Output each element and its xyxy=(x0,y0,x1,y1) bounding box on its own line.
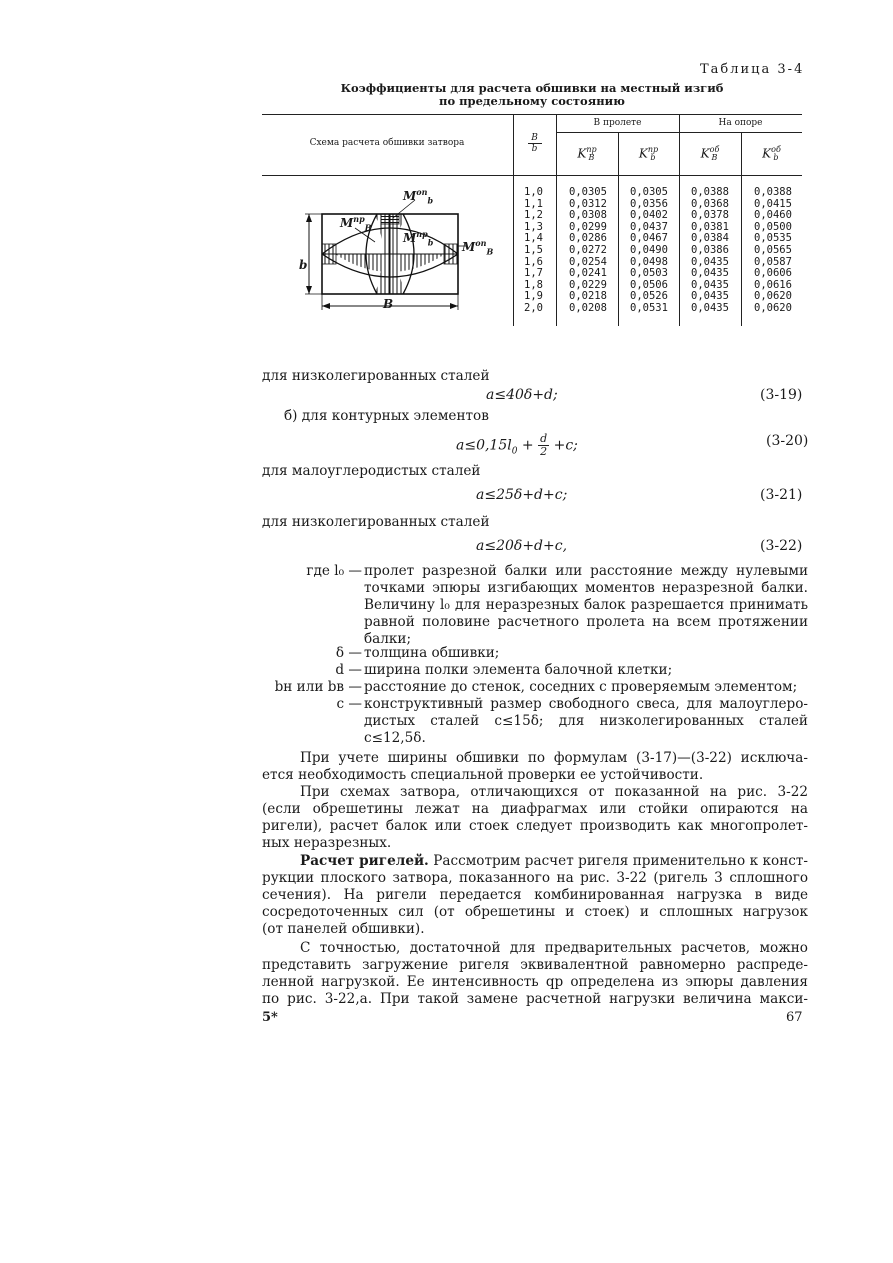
table-cell: 1,4 xyxy=(524,232,543,245)
formula-3-21: a≤25δ+d+c; xyxy=(476,487,568,503)
col-kb-support xyxy=(754,187,792,315)
col-kB-span xyxy=(569,187,607,315)
para3-line1: Расчет ригелей. Рассмотрим расчет ригеля применительно к конст- xyxy=(300,853,808,869)
para2-line1: При схемах затвора, отличающихся от показанной на рис. 3-22 xyxy=(300,784,808,800)
table-cell: 0,0305 xyxy=(569,186,607,198)
table-cell: 0,0435 xyxy=(691,301,729,314)
table-caption-line2: по предельному состоянию xyxy=(439,94,625,108)
where-def-c-2: дистых сталей c≤15δ; для низколегированных сталей xyxy=(364,713,808,729)
table-cell: 1,9 xyxy=(524,290,543,303)
formula-3-20-number: (3-20) xyxy=(766,433,809,449)
table-cell: 1,0 xyxy=(524,186,543,198)
formula-3-20: $a\le 0,15l_0$ + $\frac{d}{2}$ +c; xyxy=(456,432,578,458)
table-cell: 0,0312 xyxy=(569,197,607,210)
label-mB-op: $M^{оп}_B$ xyxy=(462,238,494,257)
header-span: В пролете xyxy=(593,118,642,128)
where-term-bn-bv: bн или bв — xyxy=(274,679,362,695)
formula-3-22-number: (3-22) xyxy=(760,538,803,554)
table-cell: 0,0308 xyxy=(569,209,607,222)
where-def-l0-4: равной половине расчетного пролета на всем протяжении xyxy=(364,614,808,630)
table-cell: 0,0500 xyxy=(754,220,792,233)
table-cell: 0,0587 xyxy=(754,255,792,268)
para3-line3: сечения). На ригели передается комбинированная нагрузка в виде xyxy=(262,887,808,903)
table-cell: 1,3 xyxy=(524,220,543,233)
header-kb-support: K об b xyxy=(762,145,781,162)
signature-mark: 5* xyxy=(262,1010,278,1025)
table-cell: 0,0272 xyxy=(569,243,607,256)
table-cell: 0,0503 xyxy=(630,267,668,280)
table-caption xyxy=(262,82,802,108)
col-kB-support xyxy=(691,187,729,315)
table-cell: 0,0402 xyxy=(630,209,668,222)
table-cell: 0,0435 xyxy=(691,255,729,268)
table-cell: 0,0299 xyxy=(569,220,607,233)
table-cell: 0,0490 xyxy=(630,243,668,256)
table-cell: 0,0460 xyxy=(754,209,792,222)
where-def-l0-3: Величину l₀ для неразрезных балок разрешается принимать xyxy=(364,597,808,613)
table-cell: 0,0506 xyxy=(630,278,668,291)
table-cell: 0,0531 xyxy=(630,301,668,314)
text-low-alloy-1: для низколегированных сталей xyxy=(262,368,490,384)
table-cell: 1,5 xyxy=(524,243,543,256)
formula-3-21-number: (3-21) xyxy=(760,487,803,503)
where-def-bn-bv: расстояние до стенок, соседних с проверяемым элементом; xyxy=(364,679,798,695)
table-cell: 1,8 xyxy=(524,278,543,291)
para2-line3: ригели), расчет балок или стоек следует производить как многопролет- xyxy=(262,818,808,834)
para4-line4: по рис. 3-22,a. При такой замене расчетной нагрузки величина макси- xyxy=(262,991,808,1007)
table-label: Таблица 3-4 xyxy=(700,62,805,77)
table-cell: 0,0229 xyxy=(569,278,607,291)
where-term-d: d — xyxy=(335,662,362,678)
text-contour-elements: б) для контурных элементов xyxy=(284,408,489,424)
formula-3-22: a≤20δ+d+c, xyxy=(476,538,568,554)
table-cell: 0,0254 xyxy=(569,255,607,268)
table-cell: 0,0435 xyxy=(691,278,729,291)
header-kb-span: K пр b xyxy=(638,145,659,162)
para2-line4: ных неразрезных. xyxy=(262,835,392,851)
where-term-c: c — xyxy=(336,696,362,712)
where-def-c-3: c≤12,5δ. xyxy=(364,730,426,746)
header-scheme: Схема расчета обшивки затвора xyxy=(309,138,465,148)
text-low-alloy-2: для низколегированных сталей xyxy=(262,514,490,530)
header-kB-support: K об B xyxy=(700,145,720,162)
table-cell: 0,0565 xyxy=(754,243,792,256)
table-cell: 0,0388 xyxy=(754,186,792,198)
para3-line4: сосредоточенных сил (от обрешетины и стоек) и сплошных нагрузок xyxy=(262,904,808,920)
table-cell: 0,0616 xyxy=(754,278,792,291)
table-cell: 0,0286 xyxy=(569,232,607,245)
header-ratio xyxy=(513,133,556,154)
header-ratio-den: b xyxy=(531,144,538,154)
table-cell: 0,0218 xyxy=(569,290,607,303)
label-mB-pr: $M^{пр}_B$ xyxy=(340,214,372,233)
table-caption-line1: Коэффициенты для расчета обшивки на местный изгиб xyxy=(340,81,724,95)
where-def-l0-2: точками эпюры изгибающих моментов неразрезной балки. xyxy=(364,580,808,596)
para1-line2: ется необходимость специальной проверки ее устойчивости. xyxy=(262,767,704,783)
table-cell: 0,0381 xyxy=(691,220,729,233)
table-cell: 0,0305 xyxy=(630,186,668,198)
table-cell: 0,0606 xyxy=(754,267,792,280)
table-cell: 0,0415 xyxy=(754,197,792,210)
table-cell: 0,0378 xyxy=(691,209,729,222)
label-dim-b: b xyxy=(299,258,308,272)
page-number: 67 xyxy=(786,1010,803,1025)
table-cell: 1,2 xyxy=(524,209,543,222)
table-cell: 0,0241 xyxy=(569,267,607,280)
table-cell: 0,0368 xyxy=(691,197,729,210)
label-dim-B: B xyxy=(383,297,394,311)
where-def-l0-5: балки; xyxy=(364,631,412,647)
table-cell: 0,0437 xyxy=(630,220,668,233)
para3-line2: рукции плоского затвора, показанного на рис. 3-22 (ригель 3 сплошного xyxy=(262,870,808,886)
where-term-l0: где l₀ — xyxy=(306,563,362,579)
para2-line2: (если обрешетины лежат на диафрагмах или стойки опираются на xyxy=(262,801,808,817)
header-kB-span: K пр B xyxy=(577,145,597,162)
table-cell: 2,0 xyxy=(524,301,543,314)
para3-heading: Расчет ригелей. xyxy=(300,853,429,869)
where-term-delta: δ — xyxy=(335,645,362,661)
label-mb-pr: $M^{пр}_b$ xyxy=(403,229,434,248)
table-cell: 0,0620 xyxy=(754,290,792,303)
table-cell: 0,0388 xyxy=(691,186,729,198)
text-low-carbon: для малоуглеродистых сталей xyxy=(262,463,481,479)
col-kb-span xyxy=(630,187,668,315)
table-cell: 0,0356 xyxy=(630,197,668,210)
where-def-c-1: конструктивный размер свободного свеса, для малоуглеро- xyxy=(364,696,808,712)
para3-line5: (от панелей обшивки). xyxy=(262,921,425,937)
label-mb-op: $M^{оп}_b$ xyxy=(403,187,434,206)
para4-line1: С точностью, достаточной для предварительных расчетов, можно xyxy=(300,940,808,956)
where-def-d: ширина полки элемента балочной клетки; xyxy=(364,662,673,678)
where-def-delta: толщина обшивки; xyxy=(364,645,500,661)
table-cell: 1,7 xyxy=(524,267,543,280)
header-ratio-num: B xyxy=(528,133,542,144)
table-cell: 0,0208 xyxy=(569,301,607,314)
table-cell: 1,1 xyxy=(524,197,543,210)
table-cell: 0,0498 xyxy=(630,255,668,268)
table-cell: 0,0526 xyxy=(630,290,668,303)
col-ratios xyxy=(524,187,543,315)
header-support: На опоре xyxy=(718,118,763,128)
para1-line1: При учете ширины обшивки по формулам (3-17)—(3-22) исключа- xyxy=(300,750,808,766)
formula-3-19-number: (3-19) xyxy=(760,387,803,403)
table-cell: 0,0386 xyxy=(691,243,729,256)
where-def-l0-1: пролет разрезной балки или расстояние между нулевыми xyxy=(364,563,808,579)
table-cell: 0,0435 xyxy=(691,267,729,280)
para4-line3: ленной нагрузкой. Ее интенсивность qр определена из эпюры давления xyxy=(262,974,808,990)
table-cell: 0,0535 xyxy=(754,232,792,245)
table-cell: 0,0467 xyxy=(630,232,668,245)
table-cell: 0,0435 xyxy=(691,290,729,303)
para4-line2: представить загружение ригеля эквивалентной равномерно распреде- xyxy=(262,957,808,973)
formula-3-19: a≤40δ+d; xyxy=(486,387,558,403)
table-cell: 0,0384 xyxy=(691,232,729,245)
table-cell: 1,6 xyxy=(524,255,543,268)
table-cell: 0,0620 xyxy=(754,301,792,314)
